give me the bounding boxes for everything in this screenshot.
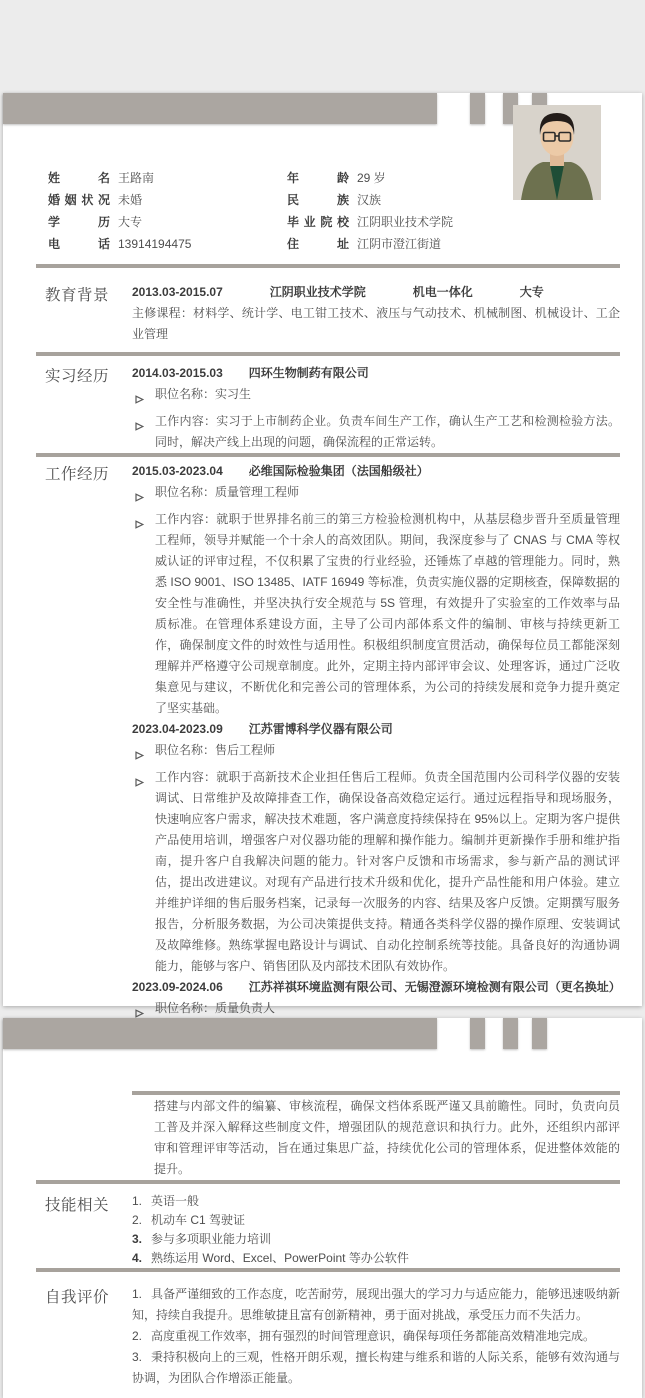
internship-header-row: [132, 363, 620, 384]
field-education-level: [48, 211, 287, 233]
id-photo: [513, 105, 601, 200]
field-value: 大专: [118, 215, 143, 229]
education-section: [3, 268, 642, 352]
item-number: 4.: [132, 1251, 143, 1265]
field-label: 毕业院校: [287, 215, 349, 229]
skill-item: [132, 1230, 620, 1249]
field-label: 姓 名: [48, 171, 110, 185]
field-label: 年 龄: [287, 171, 349, 185]
work-experience-section: [3, 457, 642, 1088]
field-value: 王路南: [118, 171, 155, 185]
job-entry: [132, 719, 620, 977]
education-header-row: [132, 282, 620, 303]
field-phone: [48, 233, 287, 255]
field-label: 婚姻状况: [48, 193, 110, 207]
internship-content: [132, 363, 620, 453]
item-number: 2.: [132, 1213, 143, 1227]
field-address: [287, 233, 620, 255]
item-text: 具备严谨细致的工作态度，吃苦耐劳，展现出强大的学习力与适应能力，能够迅速吸纳新知，持续自我提升。思维敏捷且富有创新精神，勇于面对挑战，承受压力而不失活力。: [132, 1287, 620, 1322]
position-text: 职位名称：质量负责人: [155, 1001, 276, 1015]
education-degree: 大专: [519, 285, 544, 299]
item-number: 3.: [132, 1350, 143, 1364]
item-text: 英语一般: [151, 1194, 200, 1208]
education-courses: 主修课程：材料学、统计学、电工钳工技术、液压与气动技术、机械制图、机械设计、工企业管理: [132, 306, 620, 341]
internship-section: [3, 356, 642, 453]
arrow-bullet-icon: [132, 740, 155, 767]
field-value: 未婚: [118, 193, 143, 207]
section-title-education: 教育背景: [45, 287, 110, 304]
content-row: [132, 767, 620, 977]
internship-date: 2014.03-2015.03: [132, 366, 223, 380]
position-row: [132, 482, 620, 509]
item-text: 秉持积极向上的三观，性格开朗乐观，擅长构建与维系和谐的人际关系，能够有效沟通与协调，为团队合作增添正能量。: [132, 1350, 620, 1385]
job-date: 2023.04-2023.09: [132, 722, 223, 736]
resume-page-1: [3, 93, 642, 1015]
arrow-bullet-icon: [132, 767, 155, 977]
section-title-internship: 实习经历: [45, 368, 110, 385]
content-row: [132, 411, 620, 453]
section-title-evaluation: 自我评价: [45, 1289, 110, 1306]
field-marital-status: [48, 189, 287, 211]
evaluation-item: [132, 1284, 620, 1326]
evaluation-item: [132, 1326, 620, 1347]
arrow-bullet-icon: [132, 509, 155, 719]
field-value: 汉族: [357, 193, 382, 207]
skills-section: [3, 1184, 642, 1268]
internship-company: 四环生物制药有限公司: [248, 366, 369, 380]
content-text: 工作内容：实习于上市制药企业。负责车间生产工作，确认生产工艺和检测检验方法。同时，解决产线上出现的问题，确保流程的正常运转。: [155, 414, 620, 449]
item-text: 高度重视工作效率，拥有强烈的时间管理意识，确保每项任务都能高效精准地完成。: [151, 1329, 596, 1343]
evaluation-content: [132, 1284, 620, 1389]
decoration-block-icon: [470, 1018, 485, 1049]
position-text: 职位名称：实习生: [155, 387, 252, 401]
position-text: 职位名称：售后工程师: [155, 743, 276, 757]
decoration-block-icon: [532, 1018, 547, 1049]
item-number: 3.: [132, 1232, 143, 1246]
content-text: 工作内容：就职于高新技术企业担任售后工程师。负责全国范围内公司科学仪器的安装调试、日常维护及故障排查工作，确保设备高效稳定运行。通过远程指导和现场服务，快速响应客户需求，解决技术难题，客户满意度持续保持在 95%以上。定期为客户提供产品使用培训，增强客户对仪器功能的理解和操作能力。编制并更新操作手册和维护指南，提升客户自我解决问题的能力。针对客户反馈和市场需求，参与新产品的测试评估，提出改进建议。对现有产品进行技术升级和优化，提升产品性能和用户体验。建立并维护详细的售后服务档案，记录每一次服务的内容、结果及客户反馈。定期撰写服务报告，分析服务数据，为公司决策提供支持。精通各类科学仪器的操作原理、安装调试及故障维修。熟练掌握电路设计与调试、自动化控制系统等技能。具备良好的沟通协调能力，能够与客户、销售团队及内部技术团队有效协作。: [155, 770, 620, 973]
item-number: 1.: [132, 1194, 143, 1208]
arrow-bullet-icon: [132, 384, 155, 411]
field-graduation-school: [287, 211, 620, 233]
position-row: [132, 384, 620, 411]
evaluation-item: [132, 1347, 620, 1389]
content-text: 工作内容：就职于世界排名前三的第三方检验检测机构中，从基层稳步晋升至质量管理工程师，领导并赋能一个十余人的高效团队。期间，我深度参与了 CNAS 与 CMA 等权威认证的评审过程，不仅积累了宝贵的行业经验，还锤炼了卓越的管理能力。同时，熟悉 ISO 9001、ISO 13485、IATF 16949 等标准，负责实施仪器的定期核查，保障数据的安全性与准确性，并坚决执行安全规范与 5S 管理，有效提升了实验室的工作效率与品质标准。在管理体系建设方面，主导了公司内部体系文件的编制、审核与持续更新工作，确保制度文件的时效性与适用性。积极组织制度宣贯活动，确保每位员工都能深刻理解并严格遵守公司规章制度。此外，定期主持内部评审会议、处理客诉，通过广泛收集意见与建议，不断优化和完善公司的管理体系，为公司的持续发展和竞争力提升奠定了坚实基础。: [155, 512, 620, 715]
resume-page-2: [3, 1018, 642, 1398]
decoration-bar-icon: [3, 1018, 437, 1049]
skills-content: [132, 1192, 620, 1268]
position-text: 职位名称：质量管理工程师: [155, 485, 300, 499]
content-row: [132, 509, 620, 719]
job-header-row: [132, 719, 620, 740]
item-number: 2.: [132, 1329, 143, 1343]
page-top-decoration: [3, 1018, 642, 1049]
section-title-work: 工作经历: [45, 466, 110, 483]
personal-info-section: [3, 124, 642, 255]
field-value: 13914194475: [118, 237, 192, 251]
field-label: 电 话: [48, 237, 110, 251]
item-text: 机动车 C1 驾驶证: [151, 1213, 246, 1227]
job-company: 江苏雷博科学仪器有限公司: [248, 722, 393, 736]
work-content: [132, 461, 620, 1088]
arrow-bullet-icon: [132, 482, 155, 509]
item-text: 参与多项职业能力培训: [151, 1232, 272, 1246]
skill-item: [132, 1249, 620, 1268]
field-name: [48, 167, 287, 189]
job-date: 2015.03-2023.04: [132, 464, 223, 478]
job-entry: [132, 461, 620, 719]
decoration-block-icon: [503, 1018, 518, 1049]
job-date: 2023.09-2024.06: [132, 980, 223, 994]
position-row: [132, 740, 620, 767]
education-content: [132, 282, 620, 345]
education-major: 机电一体化: [412, 285, 473, 299]
arrow-bullet-icon: [132, 411, 155, 453]
field-value: 江阴市澄江街道: [357, 237, 442, 251]
job-company: 必维国际检验集团（法国船级社）: [248, 464, 429, 478]
item-text: 熟练运用 Word、Excel、PowerPoint 等办公软件: [151, 1251, 409, 1265]
section-title-skills: 技能相关: [45, 1197, 110, 1214]
job-header-row: [132, 461, 620, 482]
job-header-row: [132, 977, 620, 998]
personal-info-left-column: [48, 167, 287, 255]
field-label: 学 历: [48, 215, 110, 229]
field-label: 民 族: [287, 193, 349, 207]
item-number: 1.: [132, 1287, 143, 1301]
education-school: 江阴职业技术学院: [269, 285, 366, 299]
work-continuation-area: [132, 1091, 620, 1180]
education-date: 2013.03-2015.07: [132, 285, 223, 299]
decoration-bar-icon: [3, 93, 437, 124]
skill-item: [132, 1211, 620, 1230]
field-label: 住 址: [287, 237, 349, 251]
job-company: 江苏祥祺环境监测有限公司、无锡澄源环境检测有限公司（更名换址）: [248, 980, 621, 994]
field-value: 江阴职业技术学院: [357, 215, 454, 229]
field-value: 29 岁: [357, 171, 386, 185]
skill-item: [132, 1192, 620, 1211]
self-evaluation-section: [3, 1272, 642, 1389]
decoration-block-icon: [470, 93, 485, 124]
work-continuation-text: 搭建与内部文件的编纂、审核流程，确保文档体系既严谨又具前瞻性。同时，负责向员工普及并深入解释这些制度文件，增强团队的规范意识和执行力。此外，还组织内部评审和管理评审等活动，旨在通过集思广益，持续优化公司的管理体系，促进整体效能的提升。: [154, 1099, 620, 1176]
